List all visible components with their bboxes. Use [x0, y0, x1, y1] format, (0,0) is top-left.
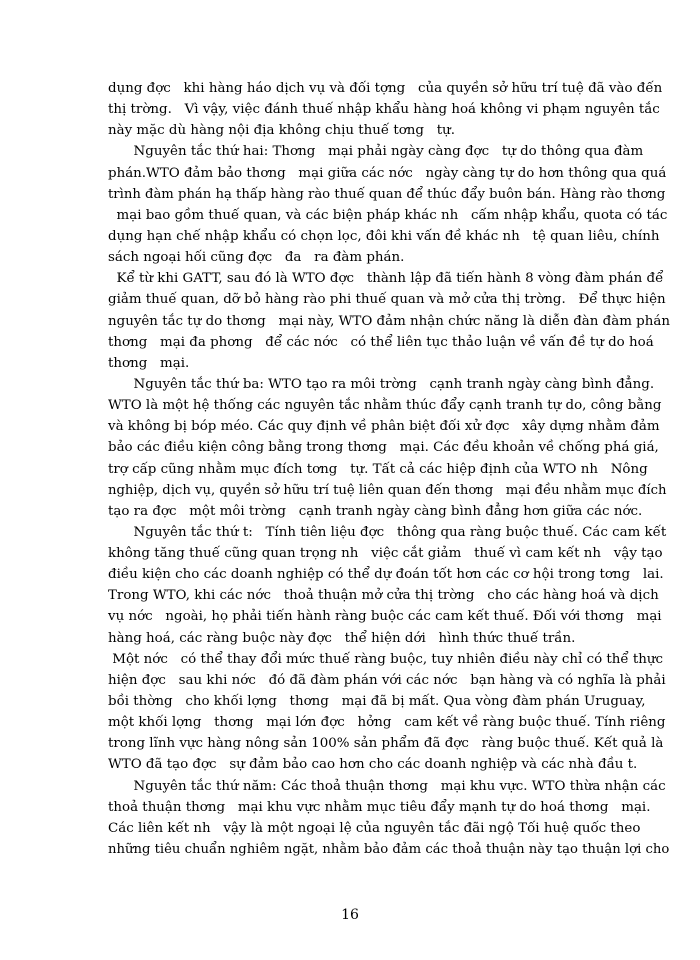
text-line: bảo các điều kiện công bằng trong thơng mại. Các đều khoản về chống phá giá, — [108, 440, 659, 455]
text-line: dụng đợc khi hàng háo dịch vụ và đối tợng của quyền sở hữu trí tuệ đã vào đến — [108, 81, 663, 96]
text-line: Các liên kết nh vậy là một ngoại lệ của nguyên tắc đãi ngộ Tối huệ quốc theo — [108, 821, 641, 836]
text-line: nghiệp, dịch vụ, quyền sở hữu trí tuệ liên quan đến thơng mại đều nhằm mục đích — [108, 483, 667, 498]
text-line: trong lĩnh vực hàng nông sản 100% sản phẩm đã đợc ràng buộc thuế. Kết quả là — [108, 736, 664, 751]
text-line: thơng mại đa phơng để các nớc có thể liên tục thảo luận về vấn đề tự do hoá — [108, 335, 654, 350]
text-line: mại bao gồm thuế quan, và các biện pháp khác nh cấm nhập khẩu, quota có tác — [108, 208, 668, 223]
text-line: hàng hoá, các ràng buộc này đợc thể hiện dới hình thức thuế trần. — [108, 631, 576, 646]
text-line: thị trờng. Vì vậy, việc đánh thuế nhập khẩu hàng hoá không vi phạm nguyên tắc — [108, 102, 660, 117]
text-line: thoả thuận thơng mại khu vực nhằm mục tiêu đẩy mạnh tự do hoá thơng mại. — [108, 800, 651, 815]
text-line: Nguyên tắc thứ t: Tính tiên liệu đợc thông qua ràng buộc thuế. Các cam kết — [108, 525, 667, 540]
text-line: phán.WTO đảm bảo thơng mại giữa các nớc ngày càng tự do hơn thông qua quá — [108, 166, 667, 181]
text-line: giảm thuế quan, dỡ bỏ hàng rào phi thuế quan và mở cửa thị trờng. Để thực hiện — [108, 292, 666, 307]
text-line: trợ cấp cũng nhằm mục đích tơng tự. Tất cả các hiệp định của WTO nh Nông — [108, 462, 648, 477]
text-line: điều kiện cho các doanh nghiệp có thể dự đoán tốt hơn các cơ hội trong tơng lai. — [108, 567, 664, 582]
text-line: không tăng thuế cũng quan trọng nh việc cắt giảm thuế vì cam kết nh vậy tạo — [108, 546, 663, 561]
text-line: WTO đã tạo đợc sự đảm bảo cao hơn cho các doanh nghiệp và các nhà đầu t. — [108, 757, 638, 772]
text-line: Kể từ khi GATT, sau đó là WTO đợc thành lập đã tiến hành 8 vòng đàm phán để — [108, 271, 664, 286]
text-line: và không bị bóp méo. Các quy định về phân biệt đối xử đợc xây dựng nhằm đảm — [108, 419, 660, 434]
text-line: này mặc dù hàng nội địa không chịu thuế tơng tự. — [108, 123, 456, 138]
text-line: bồi thờng cho khối lợng thơng mại đã bị mất. Qua vòng đàm phán Uruguay, — [108, 694, 646, 709]
text-line: tạo ra đợc một môi trờng cạnh tranh ngày càng bình đẳng hơn giữa các nớc. — [108, 504, 643, 519]
text-line: Nguyên tắc thứ hai: Thơng mại phải ngày càng đợc tự do thông qua đàm — [108, 144, 644, 159]
text-line: Một nớc có thể thay đổi mức thuế ràng buộc, tuy nhiên điều này chỉ có thể thực — [108, 652, 664, 667]
text-line: vụ nớc ngoài, họ phải tiến hành ràng buộc các cam kết thuế. Đối với thơng mại — [108, 609, 662, 624]
text-line: một khối lợng thơng mại lớn đợc hởng cam kết về ràng buộc thuế. Tính riêng — [108, 715, 666, 730]
text-line: thơng mại. — [108, 356, 190, 371]
text-line: dụng hạn chế nhập khẩu có chọn lọc, đôi khi vấn đề khác nh tệ quan liêu, chính — [108, 229, 660, 244]
text-line: Trong WTO, khi các nớc thoả thuận mở cửa thị trờng cho các hàng hoá và dịch — [108, 588, 659, 603]
text-line: sách ngoại hối cũng đợc đa ra đàm phán. — [108, 250, 405, 265]
text-line: WTO là một hệ thống các nguyên tắc nhằm thúc đẩy cạnh tranh tự do, công bằng — [108, 398, 662, 413]
text-line: những tiêu chuẩn nghiêm ngặt, nhằm bảo đảm các thoả thuận này tạo thuận lợi cho — [108, 842, 670, 857]
text-line: Nguyên tắc thứ ba: WTO tạo ra môi trờng cạnh tranh ngày càng bình đẳng. — [108, 377, 655, 392]
text-line: trình đàm phán hạ thấp hàng rào thuế quan để thúc đẩy buôn bán. Hàng rào thơng — [108, 187, 666, 202]
text-line: nguyên tắc tự do thơng mại này, WTO đảm nhận chức năng là diễn đàn đàm phán — [108, 314, 670, 329]
page-number: 16 — [341, 907, 359, 923]
text-line: hiện đợc sau khi nớc đó đã đàm phán với các nớc bạn hàng và có nghĩa là phải — [108, 673, 666, 688]
text-line: Nguyên tắc thứ năm: Các thoả thuận thơng mại khu vực. WTO thừa nhận các — [108, 779, 666, 794]
